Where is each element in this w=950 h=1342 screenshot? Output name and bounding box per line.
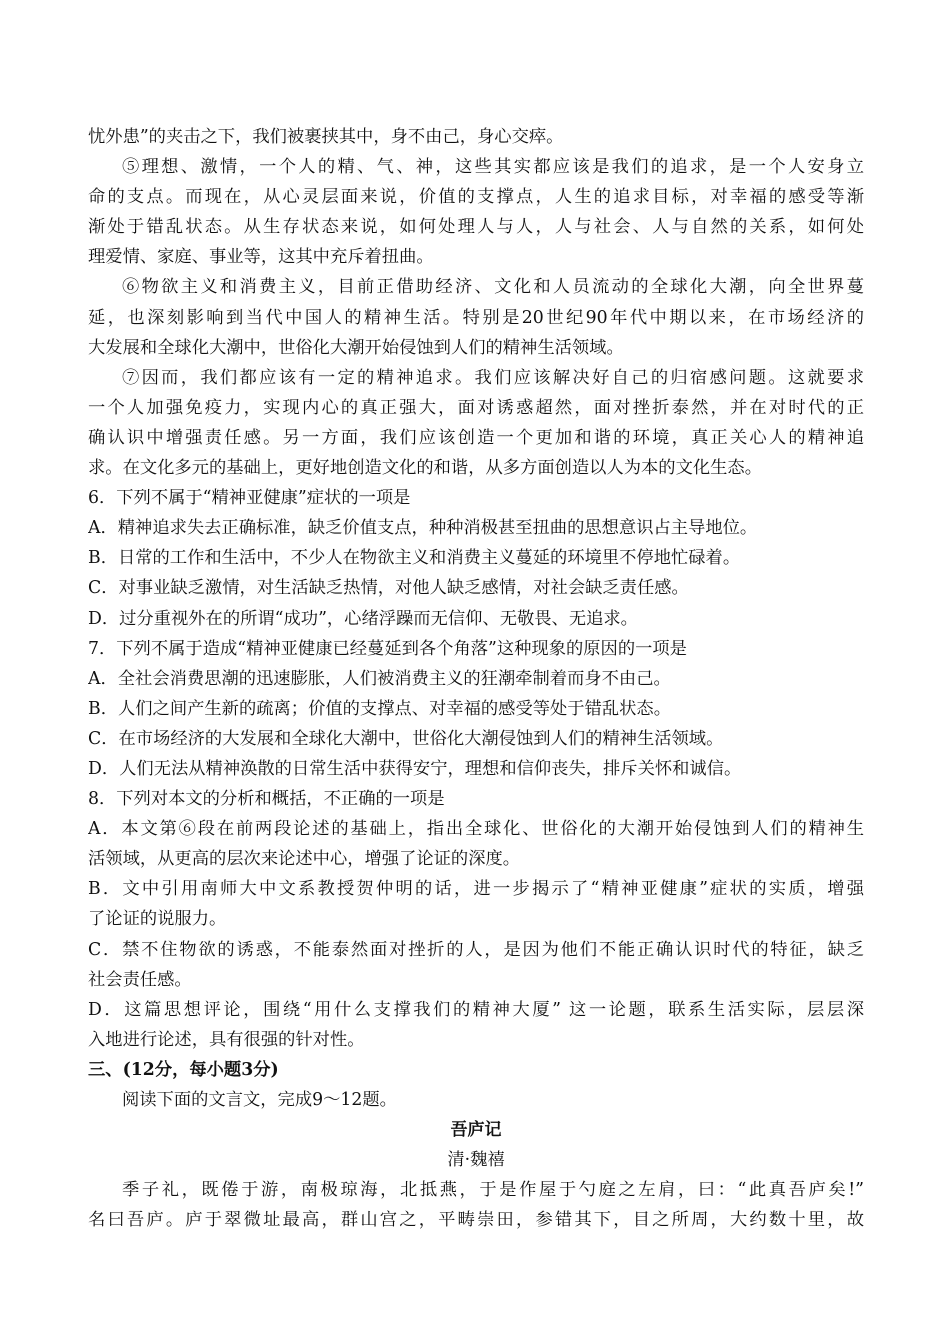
- paragraph-6: [88, 272, 864, 362]
- essay-line: 季子礼，既倦于游，南极琼海，北抵燕，于是作屋于勺庭之左肩，曰：“此真吾庐矣!”: [122, 1180, 864, 1201]
- option-b-continued: 了论证的说服力。: [88, 909, 227, 930]
- option-c: C．在市场经济的大发展和全球化大潮中，世俗化大潮侵蚀到人们的精神生活领域。: [88, 728, 724, 749]
- option-b: B．日常的工作和生活中，不少人在物欲主义和消费主义蔓延的环境里不停地忙碌着。: [88, 548, 741, 569]
- paragraph-line: 确认识中增强责任感。另一方面，我们应该创造一个更加和谐的环境，真正关心人的精神追: [88, 427, 864, 448]
- option-b: B．文中引用南师大中文系教授贺仲明的话，进一步揭示了“精神亚健康”症状的实质，增强: [88, 879, 864, 900]
- option-c: C．禁不住物欲的诱惑，不能泰然面对挫折的人，是因为他们不能正确认识时代的特征，缺乏: [88, 939, 864, 960]
- option-c-continued: 社会责任感。: [88, 969, 192, 990]
- paragraph-line: 命的支点。而现在，从心灵层面来说，价值的支撑点，人生的追求目标，对幸福的感受等渐: [88, 187, 864, 208]
- option-d: D．这篇思想评论，围绕“用什么支撑我们的精神大厦” 这一论题，联系生活实际，层层深: [88, 999, 864, 1020]
- section-heading: 三、(12分，每小题3分): [88, 1059, 279, 1080]
- option-d-continued: 入地进行论述，具有很强的针对性。: [88, 1029, 365, 1050]
- question-7: [88, 634, 864, 784]
- paragraph-line: ⑥物欲主义和消费主义，目前正借助经济、文化和人员流动的全球化大潮，向全世界蔓: [122, 277, 864, 298]
- essay-title: 吾庐记: [450, 1120, 502, 1141]
- essay-author: 清·魏禧: [447, 1150, 505, 1171]
- question-6: [88, 483, 864, 633]
- option-a: A．精神追求失去正确标准，缺乏价值支点，种种消极甚至扭曲的思想意识占主导地位。: [88, 518, 758, 539]
- question-stem: 6．下列不属于“精神亚健康”症状的一项是: [88, 488, 411, 509]
- paragraph-line: ⑤理想、激情，一个人的精、气、神，这些其实都应该是我们的追求，是一个人安身立: [122, 157, 864, 178]
- paragraph-line: 求。在文化多元的基础上，更好地创造文化的和谐，从多方面创造以人为本的文化生态。: [88, 458, 762, 479]
- option-d: D．人们无法从精神涣散的日常生活中获得安宁，理想和信仰丧失，排斥关怀和诚信。: [88, 758, 742, 779]
- option-b: B．人们之间产生新的疏离；价值的支撑点、对幸福的感受等处于错乱状态。: [88, 698, 671, 719]
- paragraph-line: 大发展和全球化大潮中，世俗化大潮开始侵蚀到人们的精神生活领域。: [88, 337, 624, 358]
- question-stem: 8．下列对本文的分析和概括，不正确的一项是: [88, 789, 445, 810]
- passage-tail: 忧外患”的夹击之下，我们被裹挟其中，身不由己，身心交瘁。: [88, 127, 564, 147]
- question-8: [88, 784, 864, 1055]
- paragraph-line: 一个人加强免疫力，实现内心的真正强大，面对诱惑超然，面对挫折泰然，并在对时代的正: [88, 397, 864, 418]
- question-stem: 7．下列不属于造成“精神亚健康已经蔓延到各个角落”这种现象的原因的一项是: [88, 638, 687, 659]
- paragraph-7: [88, 363, 864, 483]
- option-a-continued: 活领域，从更高的层次来论述中心，增强了论证的深度。: [88, 849, 521, 870]
- option-c: C．对事业缺乏激情，对生活缺乏热情，对他人缺乏感情，对社会缺乏责任感。: [88, 578, 689, 599]
- paragraph-line: 理爱情、家庭、事业等，这其中充斥着扭曲。: [88, 247, 434, 268]
- option-d: D．过分重视外在的所谓“成功”，心绪浮躁而无信仰、无敬畏、无追求。: [88, 608, 638, 629]
- option-a: A．本文第⑥段在前两段论述的基础上，指出全球化、世俗化的大潮开始侵蚀到人们的精神生: [88, 819, 864, 840]
- exam-page: [88, 122, 864, 1235]
- option-a: A．全社会消费思潮的迅速膨胀，人们被消费主义的狂潮牵制着而身不由己。: [88, 668, 671, 689]
- paragraph-line: 延，也深刻影响到当代中国人的精神生活。特别是20世纪90年代中期以来，在市场经济的: [88, 307, 864, 328]
- section-3: [88, 1055, 864, 1236]
- paragraph-5: [88, 152, 864, 272]
- essay-line: 名曰吾庐。庐于翠微址最高，群山宫之，平畴崇田，参错其下，目之所周，大约数十里，故: [88, 1210, 864, 1231]
- paragraph-line: 渐处于错乱状态。从生存状态来说，如何处理人与人，人与社会、人与自然的关系，如何处: [88, 217, 864, 238]
- section-instruction: 阅读下面的文言文，完成9～12题。: [122, 1090, 397, 1110]
- paragraph-line: ⑦因而，我们都应该有一定的精神追求。我们应该解决好自己的归宿感问题。这就要求: [122, 367, 864, 388]
